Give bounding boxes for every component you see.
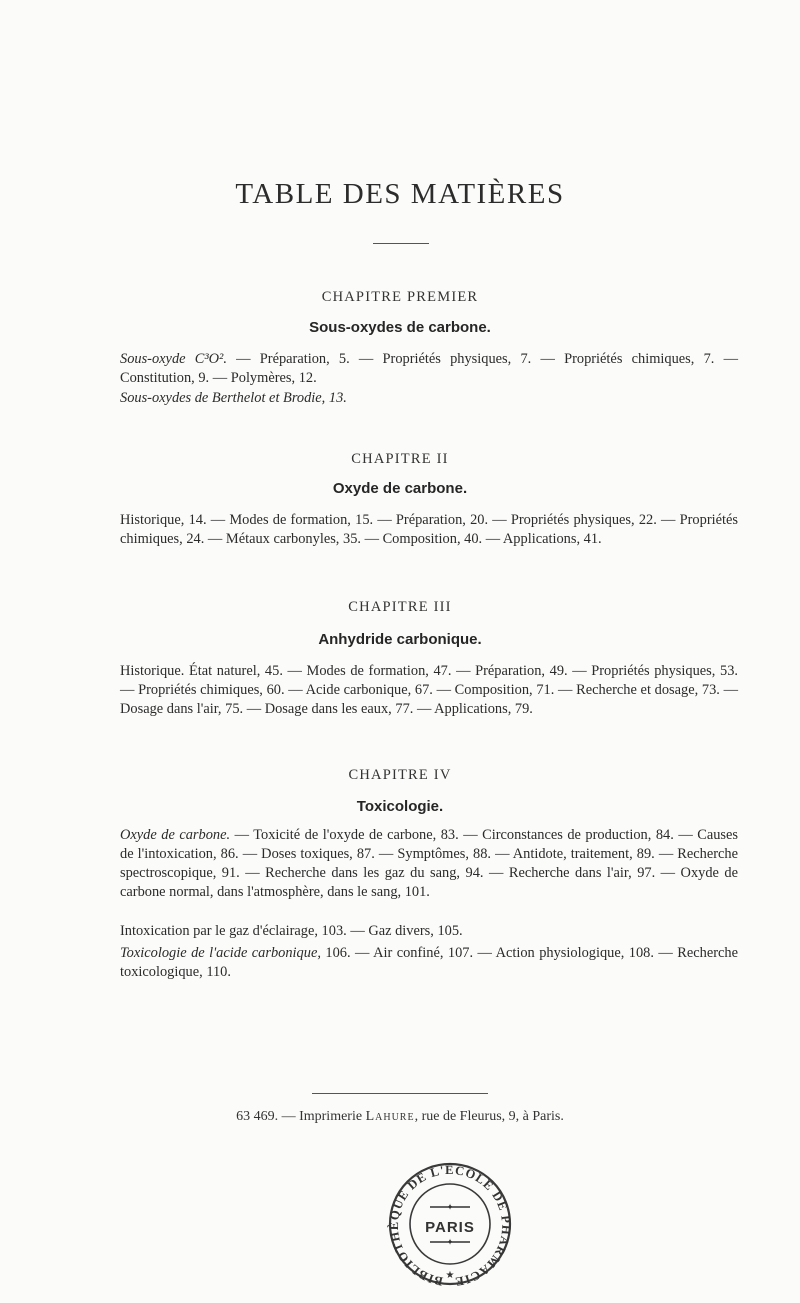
- chapter-4-entry-3: [120, 944, 738, 982]
- entry-italic-title: Sous-oxyde C³O².: [120, 351, 227, 367]
- stamp-center-text: PARIS: [425, 1219, 475, 1236]
- entry-italic-title: Sous-oxydes de Berthelot et Brodie, 13.: [120, 390, 347, 406]
- chapter-1-entry-2: [120, 389, 738, 408]
- star-icon: ★: [445, 1270, 455, 1281]
- entry-text: — Préparation, 5. — Propriétés physiques, 7. — Propriétés chimiques, 7. — Constitution, 9. — Polymères, 12.: [120, 351, 738, 386]
- chapter-1-heading: Sous-oxydes de carbone.: [309, 319, 491, 336]
- chapter-4-label: CHAPITRE IV: [348, 767, 452, 783]
- star-icon: ✦: [446, 1238, 454, 1248]
- chapter-2-label: CHAPITRE II: [351, 451, 449, 467]
- printer-imprint: 63 469. — Imprimerie Lahure, rue de Fleurus, 9, à Paris.: [236, 1109, 564, 1124]
- footer-rule: [312, 1093, 488, 1094]
- library-stamp: [382, 1160, 518, 1288]
- entry-text: — Toxicité de l'oxyde de carbone, 83. — Circonstances de production, 84. — Causes de l'intoxication, 86. — Doses toxiques, 87. — Symptômes, 88. — Antidote, traitement, 89. — Recherche spectroscopique, 91. — Recherche dans les gaz du sang, 94. — Recherche dans l'air, 97. — Oxyde de carbone normal, dans l'atmosphère, dans le sang, 101.: [120, 827, 738, 900]
- entry-text: 106. — Air confiné, 107. — Action physiologique, 108. — Recherche toxicologique, 110.: [120, 945, 738, 980]
- star-icon: ✦: [446, 1203, 454, 1213]
- chapter-4-heading: Toxicologie.: [356, 798, 444, 815]
- entry-text: Historique, 14. — Modes de formation, 15. — Préparation, 20. — Propriétés physiques, 22. — Propriétés chimiques, 24. — Métaux carbonyles, 35. — Composition, 40. — Applications, 41.: [120, 512, 738, 547]
- entry-text: Historique. État naturel, 45. — Modes de formation, 47. — Préparation, 49. — Propriétés physiques, 53. — Propriétés chimiques, 60. — Acide carbonique, 67. — Composition, 71. — Recherche et dosage, 73. — Dosage dans l'air, 75. — Dosage dans les eaux, 77. — Applications, 79.: [120, 663, 738, 717]
- chapter-4-entry: [120, 826, 738, 902]
- entry-italic-title: Oxyde de carbone.: [120, 827, 231, 843]
- chapter-1-label: CHAPITRE PREMIER: [321, 289, 479, 305]
- entry-italic-title: Toxicologie de l'acide carbonique,: [120, 945, 321, 961]
- chapter-4-entry-2: [120, 922, 738, 941]
- title-rule: [373, 243, 429, 244]
- stamp-ring-text: BIBLIOTHÈQUE DE L'ÉCOLE DE PHARMACIE: [387, 1162, 514, 1288]
- chapter-3-entry: [120, 662, 738, 719]
- chapter-2-heading: Oxyde de carbone.: [332, 480, 468, 497]
- page-title: TABLE DES MATIÈRES: [235, 178, 565, 210]
- chapter-1-entry: [120, 350, 738, 388]
- chapter-2-entry: [120, 511, 738, 549]
- entry-text: Intoxication par le gaz d'éclairage, 103. — Gaz divers, 105.: [120, 923, 463, 939]
- chapter-3-label: CHAPITRE III: [348, 599, 452, 615]
- chapter-3-heading: Anhydride carbonique.: [318, 631, 482, 648]
